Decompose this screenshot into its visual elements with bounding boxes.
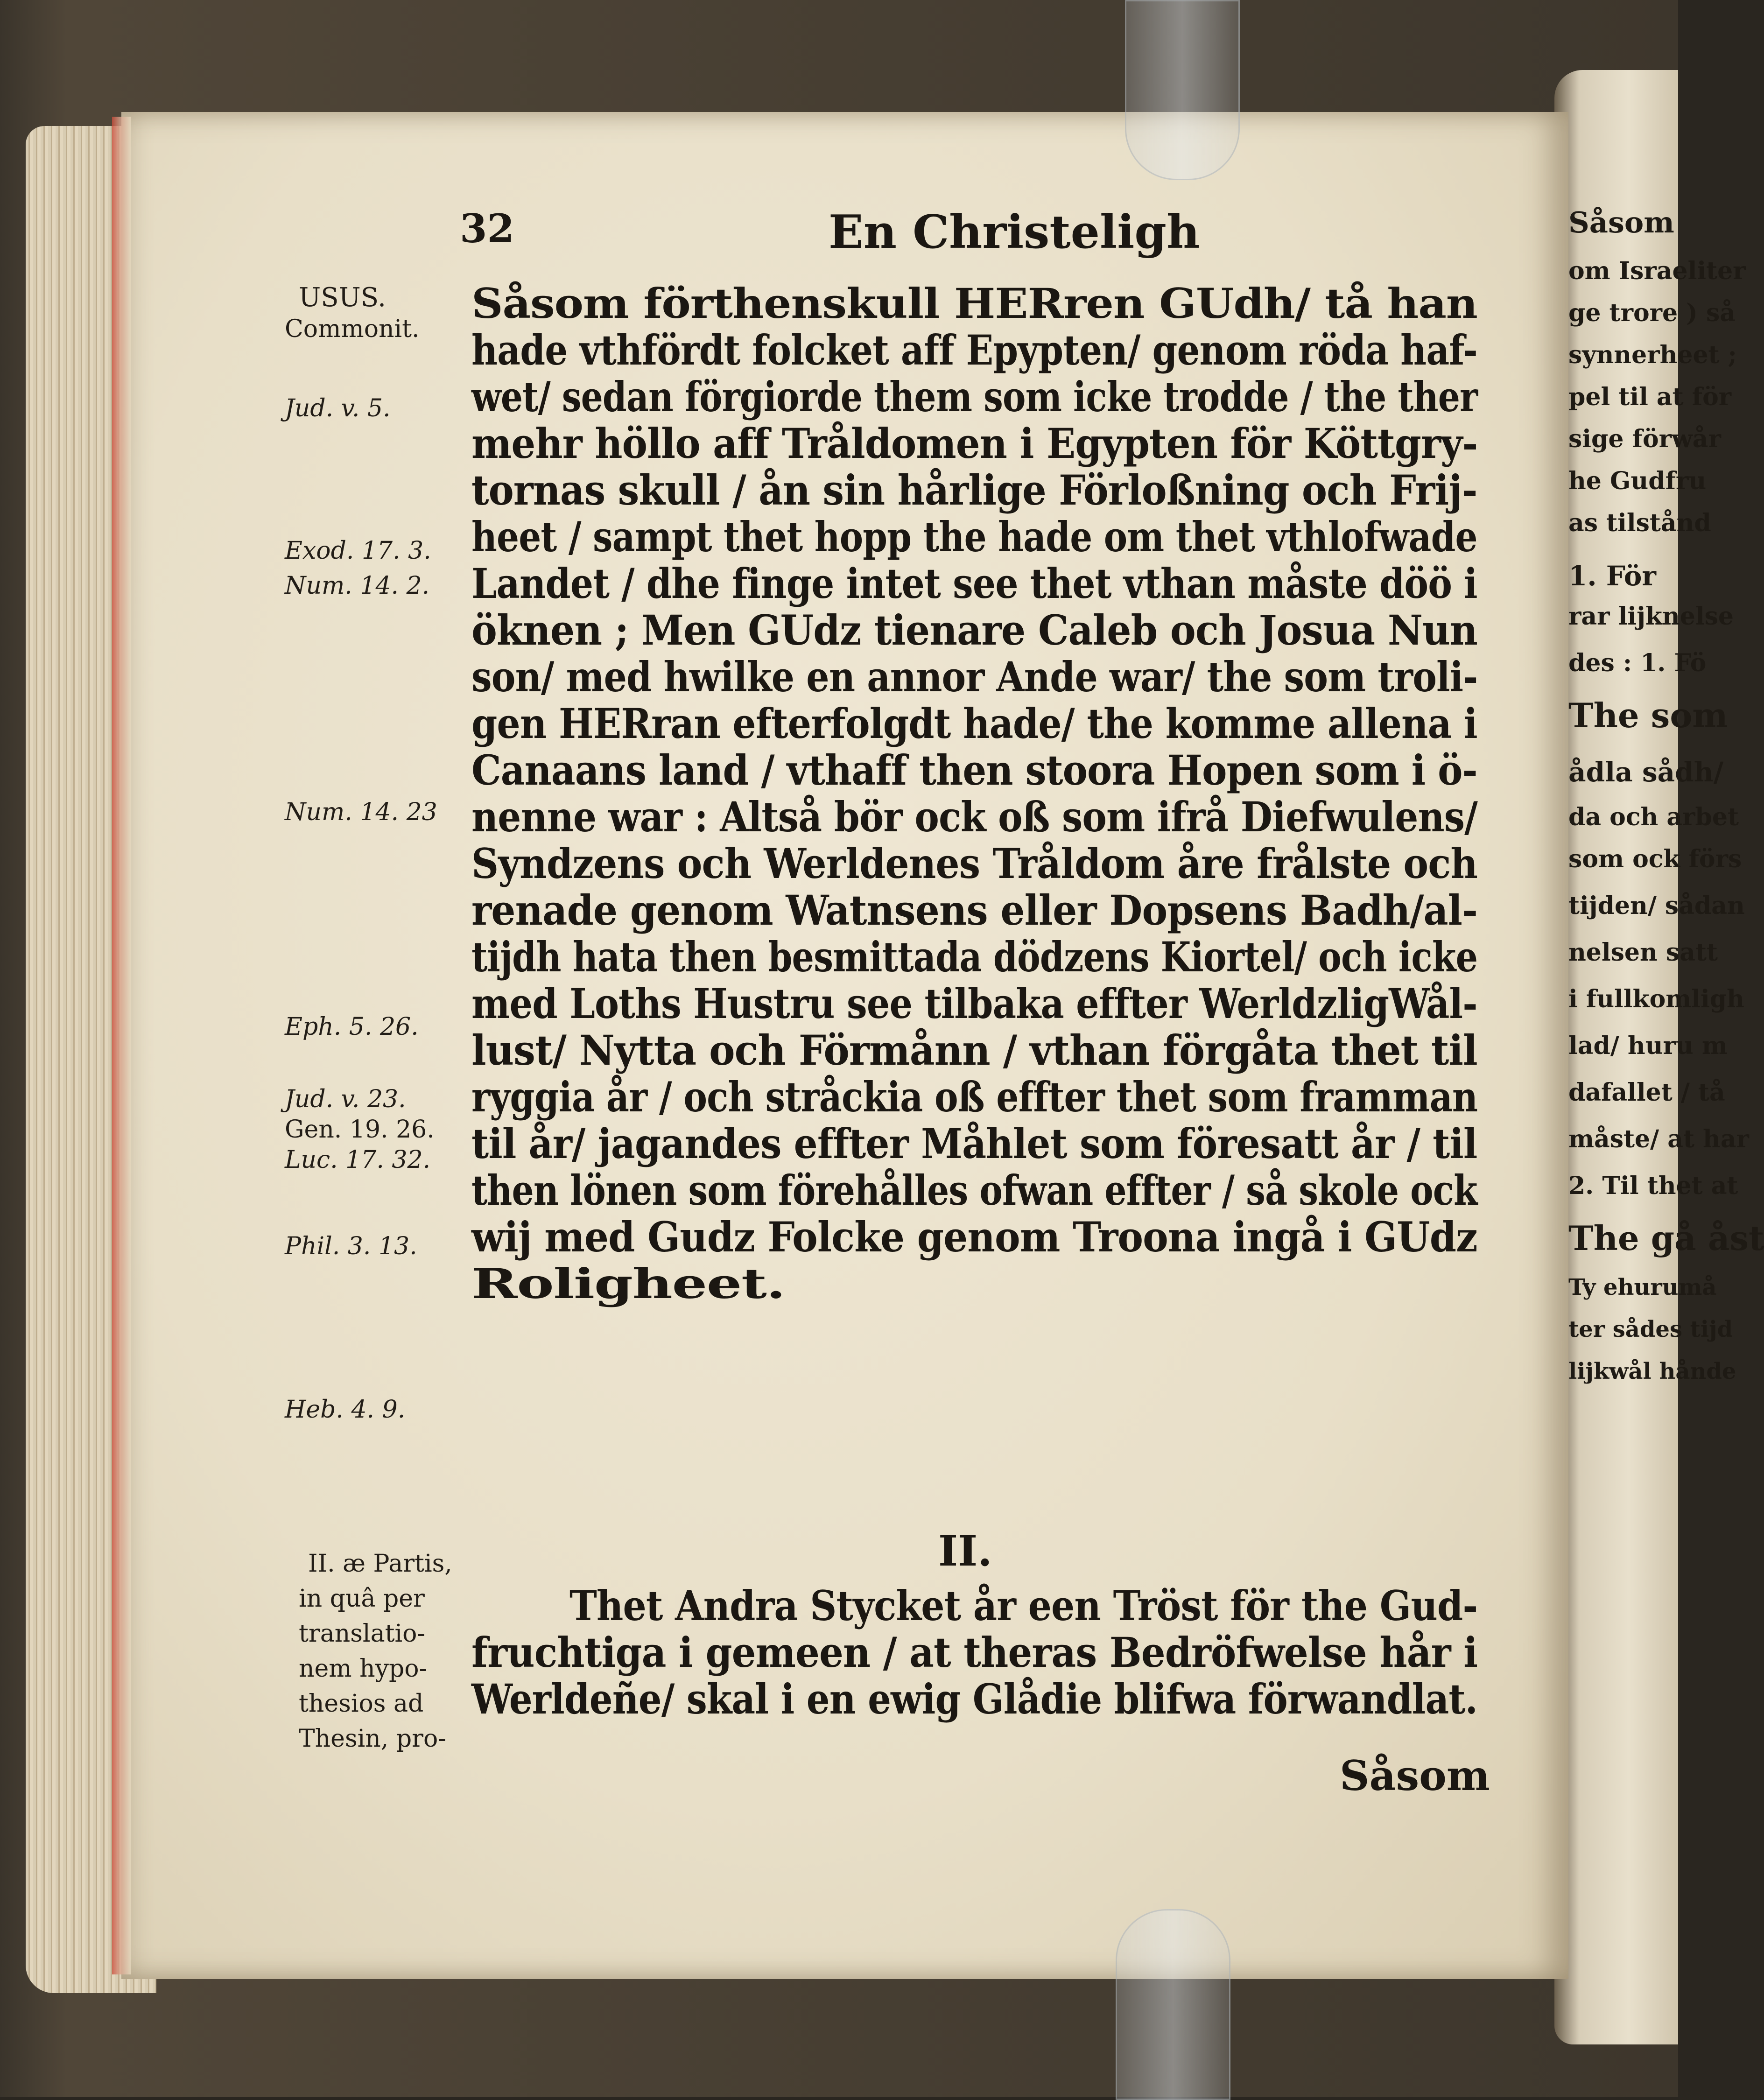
facing-line: da och arbet <box>1568 803 1739 831</box>
facing-line: ter sådes tijd <box>1568 1316 1733 1342</box>
facing-line: The gå åst <box>1568 1218 1764 1258</box>
margin-note: Jud. v. 23. <box>285 1085 406 1113</box>
page-number: 32 <box>460 205 514 252</box>
body-line: nenne war : Altså bör ock oß som ifrå Diefwulens/ <box>471 793 1477 841</box>
section-line: Thet Andra Stycket år een Tröst för the Gud- <box>569 1581 1478 1630</box>
margin-note: II. æ Partis, <box>308 1550 452 1578</box>
body-line: tornas skull / ån sin hårlige Förloßning och Frij- <box>471 466 1477 514</box>
facing-line: The som <box>1568 695 1728 735</box>
margin-note: USUS. <box>299 282 386 313</box>
body-line: wij med Gudz Folcke genom Troona ingå i GUdz <box>471 1213 1477 1261</box>
margin-note: Thesin, pro- <box>299 1725 446 1753</box>
body-line: Såsom förthenskull HERren GUdh/ tå han <box>471 279 1477 328</box>
margin-note: in quâ per <box>299 1585 425 1613</box>
margin-note: Gen. 19. 26. <box>285 1116 435 1144</box>
body-line: wet/ sedan förgiorde them som icke trodde / the ther <box>471 372 1478 421</box>
body-line: Syndzens och Werldenes Tråldom åre frålste och <box>471 839 1478 888</box>
body-line: renade genom Watnsens eller Dopsens Badh/al- <box>471 886 1478 934</box>
margin-note: Jud. v. 5. <box>285 394 391 422</box>
body-line: heet / sampt thet hopp the hade om thet vthlofwade <box>471 513 1477 561</box>
facing-line: nelsen satt <box>1568 938 1718 967</box>
facing-line: 2. Til thet at <box>1568 1172 1738 1200</box>
body-line: then lönen som förehålles ofwan effter / så skole ock <box>471 1166 1477 1215</box>
margin-note: Num. 14. 23 <box>285 798 437 826</box>
facing-line: Såsom <box>1568 205 1674 239</box>
body-line: Canaans land / vthaff then stoora Hopen som i ö- <box>471 746 1477 794</box>
section-number: II. <box>938 1526 992 1576</box>
margin-note: Commonit. <box>285 315 420 343</box>
body-line: öknen ; Men GUdz tienare Caleb och Josua Nun <box>471 606 1477 654</box>
page-header <box>460 205 1477 257</box>
page-red-edge <box>112 117 131 1974</box>
facing-line: ådla sådh/ <box>1568 756 1724 788</box>
body-line: lust/ Nytta och Förmånn / vthan förgåta thet til <box>471 1026 1477 1075</box>
facing-line: as tilstånd <box>1568 509 1711 537</box>
section-line: Werldeñe/ skal i en ewig Glådie blifwa förwandlat. <box>471 1675 1478 1723</box>
facing-line: som ock förs <box>1568 845 1742 873</box>
facing-line: ge trore ) så <box>1568 299 1736 327</box>
facing-line: 1. För <box>1568 560 1656 592</box>
catchword: Såsom <box>1340 1751 1490 1800</box>
body-line: ryggia år / och stråckia oß effter thet som framman <box>471 1073 1478 1121</box>
margin-note: translatio- <box>299 1620 425 1648</box>
margin-note: Num. 14. 2. <box>285 572 430 600</box>
margin-note: Exod. 17. 3. <box>285 537 431 565</box>
body-line: son/ med hwilke en annor Ande war/ the som troli- <box>471 653 1478 701</box>
facing-page <box>1554 70 1764 2044</box>
margin-note: Heb. 4. 9. <box>285 1396 406 1424</box>
facing-line: lad/ huru m <box>1568 1032 1728 1060</box>
facing-line: Ty ehurumå <box>1568 1274 1717 1300</box>
running-title: En Christeligh <box>829 205 1200 259</box>
facing-line: i fullkomligh <box>1568 985 1744 1013</box>
facing-line: om Israeliter <box>1568 257 1746 285</box>
body-line: med Loths Hustru see tilbaka effter WerldzligWål- <box>471 979 1477 1028</box>
body-line: Landet / dhe finge intet see thet vthan måste döö i <box>471 559 1477 608</box>
page-clip-bottom <box>1116 1909 1230 2100</box>
facing-line: he Gudfru <box>1568 467 1707 495</box>
facing-line: des : 1. Fö <box>1568 649 1707 677</box>
body-line: hade vthfördt folcket aff Epypten/ genom röda haf- <box>471 326 1478 374</box>
facing-line: sige förwår <box>1568 425 1721 453</box>
margin-note: Eph. 5. 26. <box>285 1013 419 1041</box>
facing-line: tijden/ sådan <box>1568 892 1745 920</box>
body-line: gen HERran efterfolgdt hade/ the komme allena i <box>471 699 1477 748</box>
margin-note: Phil. 3. 13. <box>285 1232 417 1260</box>
facing-line: pel til at för <box>1568 383 1732 411</box>
facing-line: lijkwål hånde <box>1568 1358 1736 1384</box>
facing-line: måste/ at har <box>1568 1125 1749 1153</box>
body-line: mehr höllo aff Tråldomen i Egypten för Köttgry- <box>471 419 1478 468</box>
body-line: tijdh hata then besmittada dödzens Kiortel/ och icke <box>471 933 1478 981</box>
facing-line: rar lijknelse <box>1568 602 1734 631</box>
body-line: til år/ jagandes effter Måhlet som föresatt år / til <box>471 1119 1477 1168</box>
facing-line: dafallet / tå <box>1568 1078 1725 1107</box>
page-clip-top <box>1125 0 1240 180</box>
section-line: fruchtiga i gemeen / at theras Bedröfwelse hår i <box>471 1628 1478 1677</box>
body-line: Roligheet. <box>471 1259 785 1308</box>
margin-note: nem hypo- <box>299 1655 428 1683</box>
margin-note: thesios ad <box>299 1690 424 1718</box>
facing-line: synnerheet ; <box>1568 341 1737 369</box>
margin-note: Luc. 17. 32. <box>285 1146 431 1174</box>
